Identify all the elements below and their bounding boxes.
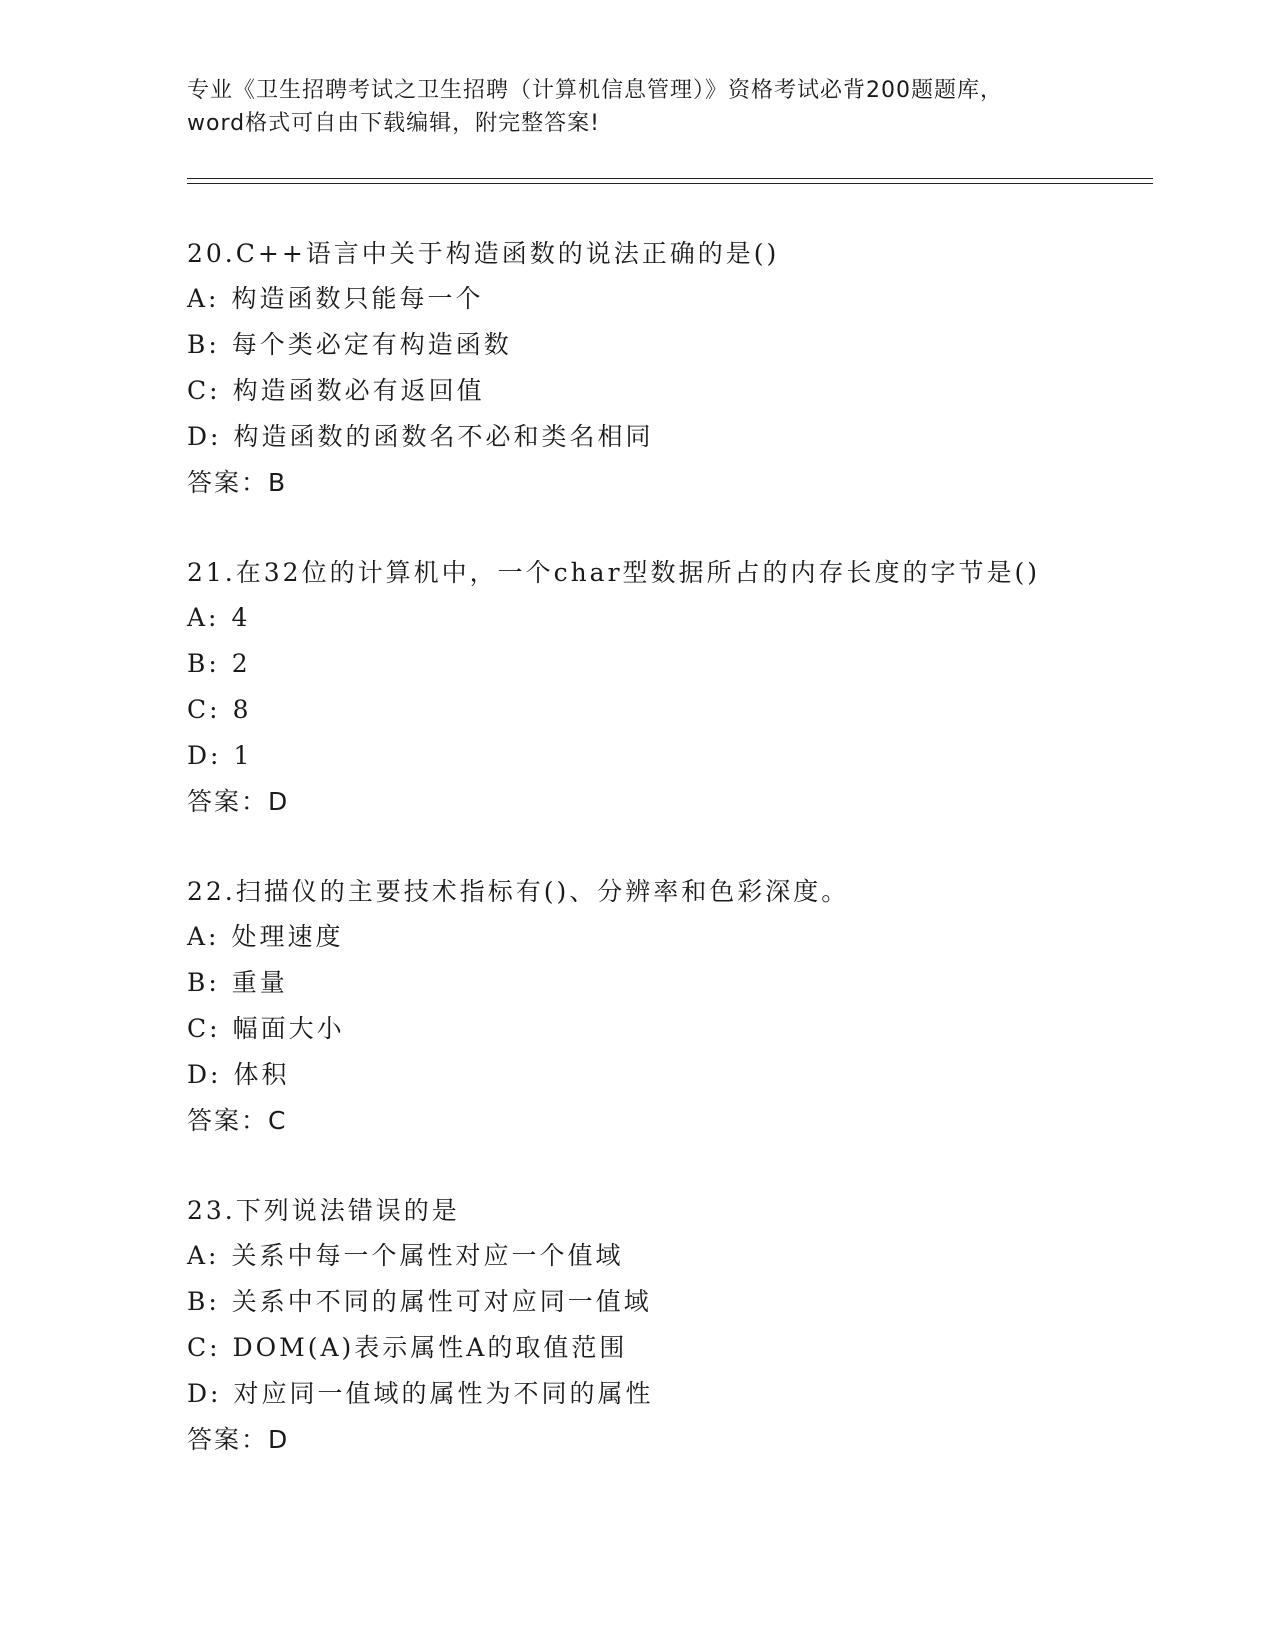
question-23 [187, 1195, 1187, 1470]
option-label: D: [187, 1060, 222, 1089]
option-label: D: [187, 422, 222, 451]
header-divider-bottom [187, 183, 1153, 184]
option-text: 8 [232, 695, 252, 724]
question-21 [187, 557, 1187, 832]
header-line-2: word格式可自由下载编辑，附完整答案! [187, 111, 600, 136]
option-text: 每个类必定有构造函数 [231, 330, 512, 359]
option-a [187, 283, 1187, 329]
option-label: B: [187, 968, 220, 997]
option-a [187, 921, 1187, 967]
option-b [187, 329, 1187, 375]
option-text: 构造函数的函数名不必和类名相同 [233, 422, 654, 451]
option-c [187, 694, 1187, 740]
option-label: C: [187, 1014, 221, 1043]
question-22 [187, 876, 1187, 1151]
option-label: C: [187, 376, 221, 405]
answer-line: 答案：C [187, 1106, 288, 1135]
option-label: B: [187, 1287, 220, 1316]
option-c [187, 375, 1187, 421]
question-stem: 23.下列说法错误的是 [187, 1196, 460, 1225]
question-stem: 20.C++语言中关于构造函数的说法正确的是() [187, 239, 780, 268]
option-b [187, 967, 1187, 1013]
option-label: A: [187, 284, 220, 313]
option-label: C: [187, 1333, 221, 1362]
option-text: 对应同一值域的属性为不同的属性 [233, 1379, 654, 1408]
question-stem: 21.在32位的计算机中，一个char型数据所占的内存长度的字节是() [187, 558, 1041, 587]
option-label: B: [187, 649, 220, 678]
option-label: B: [187, 330, 220, 359]
option-text: 体积 [233, 1060, 290, 1089]
question-stem: 22.扫描仪的主要技术指标有()、分辨率和色彩深度。 [187, 877, 850, 906]
option-text: 1 [233, 741, 253, 770]
option-c [187, 1332, 1187, 1378]
option-label: A: [187, 922, 220, 951]
option-b [187, 648, 1187, 694]
header-line-1: 专业《卫生招聘考试之卫生招聘（计算机信息管理）》资格考试必背200题题库， [187, 78, 1003, 103]
option-text: 4 [231, 603, 251, 632]
option-a [187, 602, 1187, 648]
option-d [187, 421, 1187, 467]
option-b [187, 1286, 1187, 1332]
option-d [187, 740, 1187, 786]
header-divider-top [187, 178, 1153, 179]
answer-line: 答案：B [187, 468, 288, 497]
option-label: D: [187, 1379, 222, 1408]
option-d [187, 1378, 1187, 1424]
question-20 [187, 238, 1187, 513]
answer-line: 答案：D [187, 787, 290, 816]
option-text: 2 [231, 649, 251, 678]
option-label: A: [187, 1241, 220, 1270]
option-label: D: [187, 741, 222, 770]
option-text: 处理速度 [231, 922, 344, 951]
option-text: 关系中每一个属性对应一个值域 [231, 1241, 624, 1270]
option-label: C: [187, 695, 221, 724]
option-c [187, 1013, 1187, 1059]
option-label: A: [187, 603, 220, 632]
document-header [187, 74, 1087, 140]
option-text: 重量 [231, 968, 288, 997]
option-text: 构造函数必有返回值 [232, 376, 485, 405]
option-a [187, 1240, 1187, 1286]
option-text: DOM(A)表示属性A的取值范围 [232, 1333, 628, 1362]
option-text: 幅面大小 [232, 1014, 345, 1043]
answer-line: 答案：D [187, 1425, 290, 1454]
option-text: 关系中不同的属性可对应同一值域 [231, 1287, 652, 1316]
option-d [187, 1059, 1187, 1105]
option-text: 构造函数只能每一个 [231, 284, 484, 313]
